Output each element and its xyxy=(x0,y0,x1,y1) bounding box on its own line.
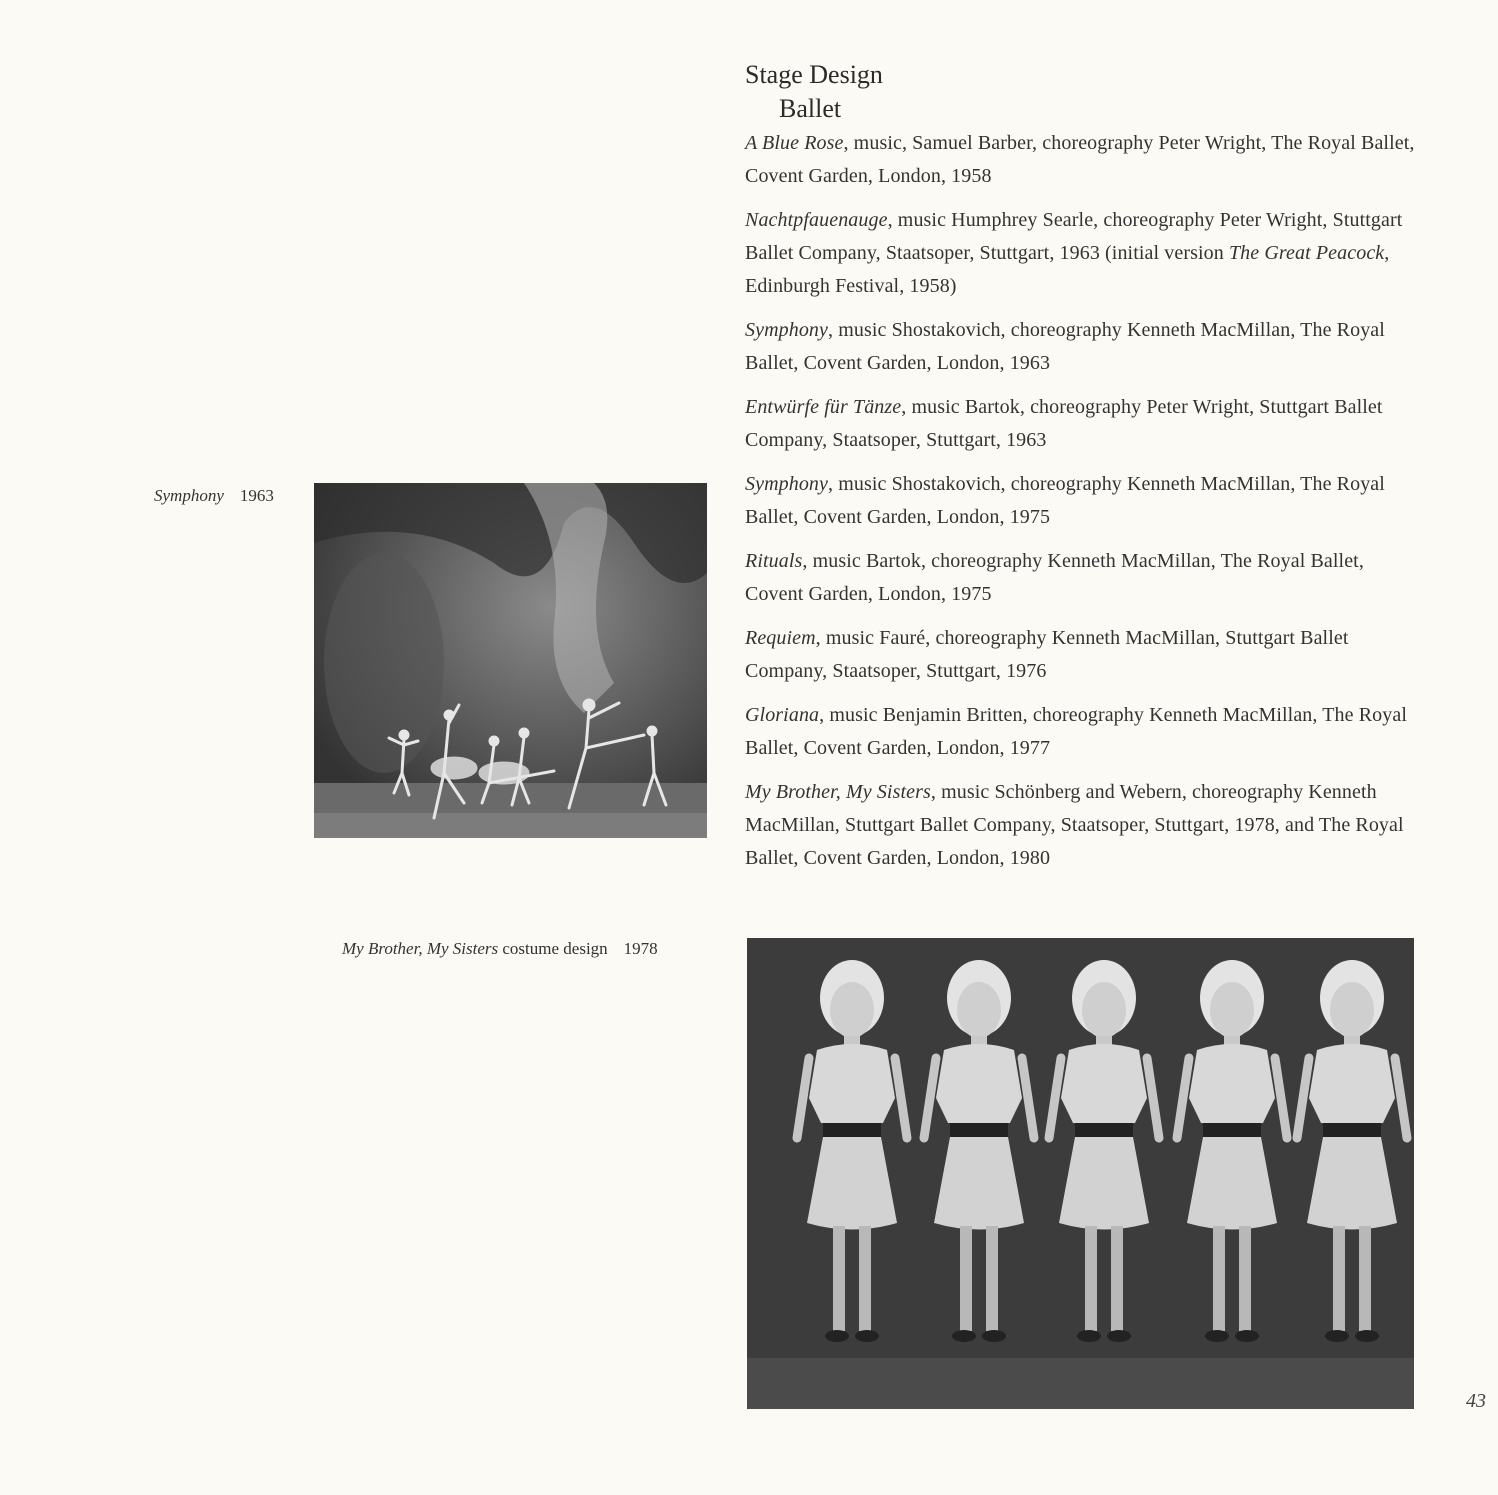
entry-title: Rituals xyxy=(745,550,803,572)
entry-details: , music Shostakovich, choreography Kenneth MacMillan, The Royal Ballet, Covent Garden, London, 1975 xyxy=(745,473,1385,528)
entry-title: Requiem xyxy=(745,627,816,649)
ballet-list xyxy=(745,127,1425,886)
list-item xyxy=(745,314,1425,380)
entry-title: Nachtpfauenauge xyxy=(745,209,888,231)
costume-figures-illustration xyxy=(747,938,1414,1409)
page-number: 43 xyxy=(1466,1390,1486,1412)
list-item xyxy=(745,776,1425,875)
entry-alt-title: The Great Peacock xyxy=(1228,242,1385,264)
symphony-stage-photo xyxy=(314,483,707,838)
caption-year: 1978 xyxy=(623,939,658,958)
list-item xyxy=(745,391,1425,457)
entry-details: , music Bartok, choreography Kenneth MacMillan, The Royal Ballet, Covent Garden, London, 1975 xyxy=(745,550,1364,605)
stage-photo-illustration xyxy=(314,483,707,838)
entry-title: Symphony xyxy=(745,319,828,341)
entry-details: , music Shostakovich, choreography Kenneth MacMillan, The Royal Ballet, Covent Garden, London, 1963 xyxy=(745,319,1385,374)
entry-details: , music, Samuel Barber, choreography Peter Wright, The Royal Ballet, Covent Garden, London, 1958 xyxy=(745,132,1415,187)
list-item xyxy=(745,622,1425,688)
entry-details: , Edinburgh Festival, 1958) xyxy=(745,242,1390,297)
list-item xyxy=(745,699,1425,765)
entry-details: , music Benjamin Britten, choreography Kenneth MacMillan, The Royal Ballet, Covent Garden, London, 1977 xyxy=(745,704,1408,759)
photo-caption-symphony xyxy=(154,486,274,506)
caption-title: Symphony xyxy=(154,486,224,505)
section-subtitle: Ballet xyxy=(779,94,842,123)
entry-details: , music Humphrey Searle, choreography Peter Wright, Stuttgart Ballet Company, Staatsoper, Stuttgart, 1963 (initial version xyxy=(745,209,1403,264)
entry-details: , music Schönberg and Webern, choreography Kenneth MacMillan, Stuttgart Ballet Company, Staatsoper, Stuttgart, 1978, and The Royal Ballet, Covent Garden, London, 1980 xyxy=(745,781,1404,869)
caption-text: costume design xyxy=(498,939,608,958)
entry-details: , music Fauré, choreography Kenneth MacMillan, Stuttgart Ballet Company, Staatsoper, Stuttgart, 1976 xyxy=(745,627,1349,682)
photo-caption-costume xyxy=(342,939,658,959)
list-item xyxy=(745,545,1425,611)
list-item xyxy=(745,204,1425,303)
entry-details: , music Bartok, choreography Peter Wright, Stuttgart Ballet Company, Staatsoper, Stuttgart, 1963 xyxy=(745,396,1383,451)
entry-title: Entwürfe für Tänze xyxy=(745,396,902,418)
entry-title: Gloriana xyxy=(745,704,820,726)
entry-title: A Blue Rose xyxy=(745,132,844,154)
caption-title: My Brother, My Sisters xyxy=(342,939,499,958)
section-title: Stage Design xyxy=(745,60,883,89)
list-item xyxy=(745,468,1425,534)
entry-title: Symphony xyxy=(745,473,828,495)
entry-title: My Brother, My Sisters xyxy=(745,781,931,803)
caption-year: 1963 xyxy=(239,486,274,505)
list-item xyxy=(745,127,1425,193)
costume-design-painting xyxy=(747,938,1414,1409)
